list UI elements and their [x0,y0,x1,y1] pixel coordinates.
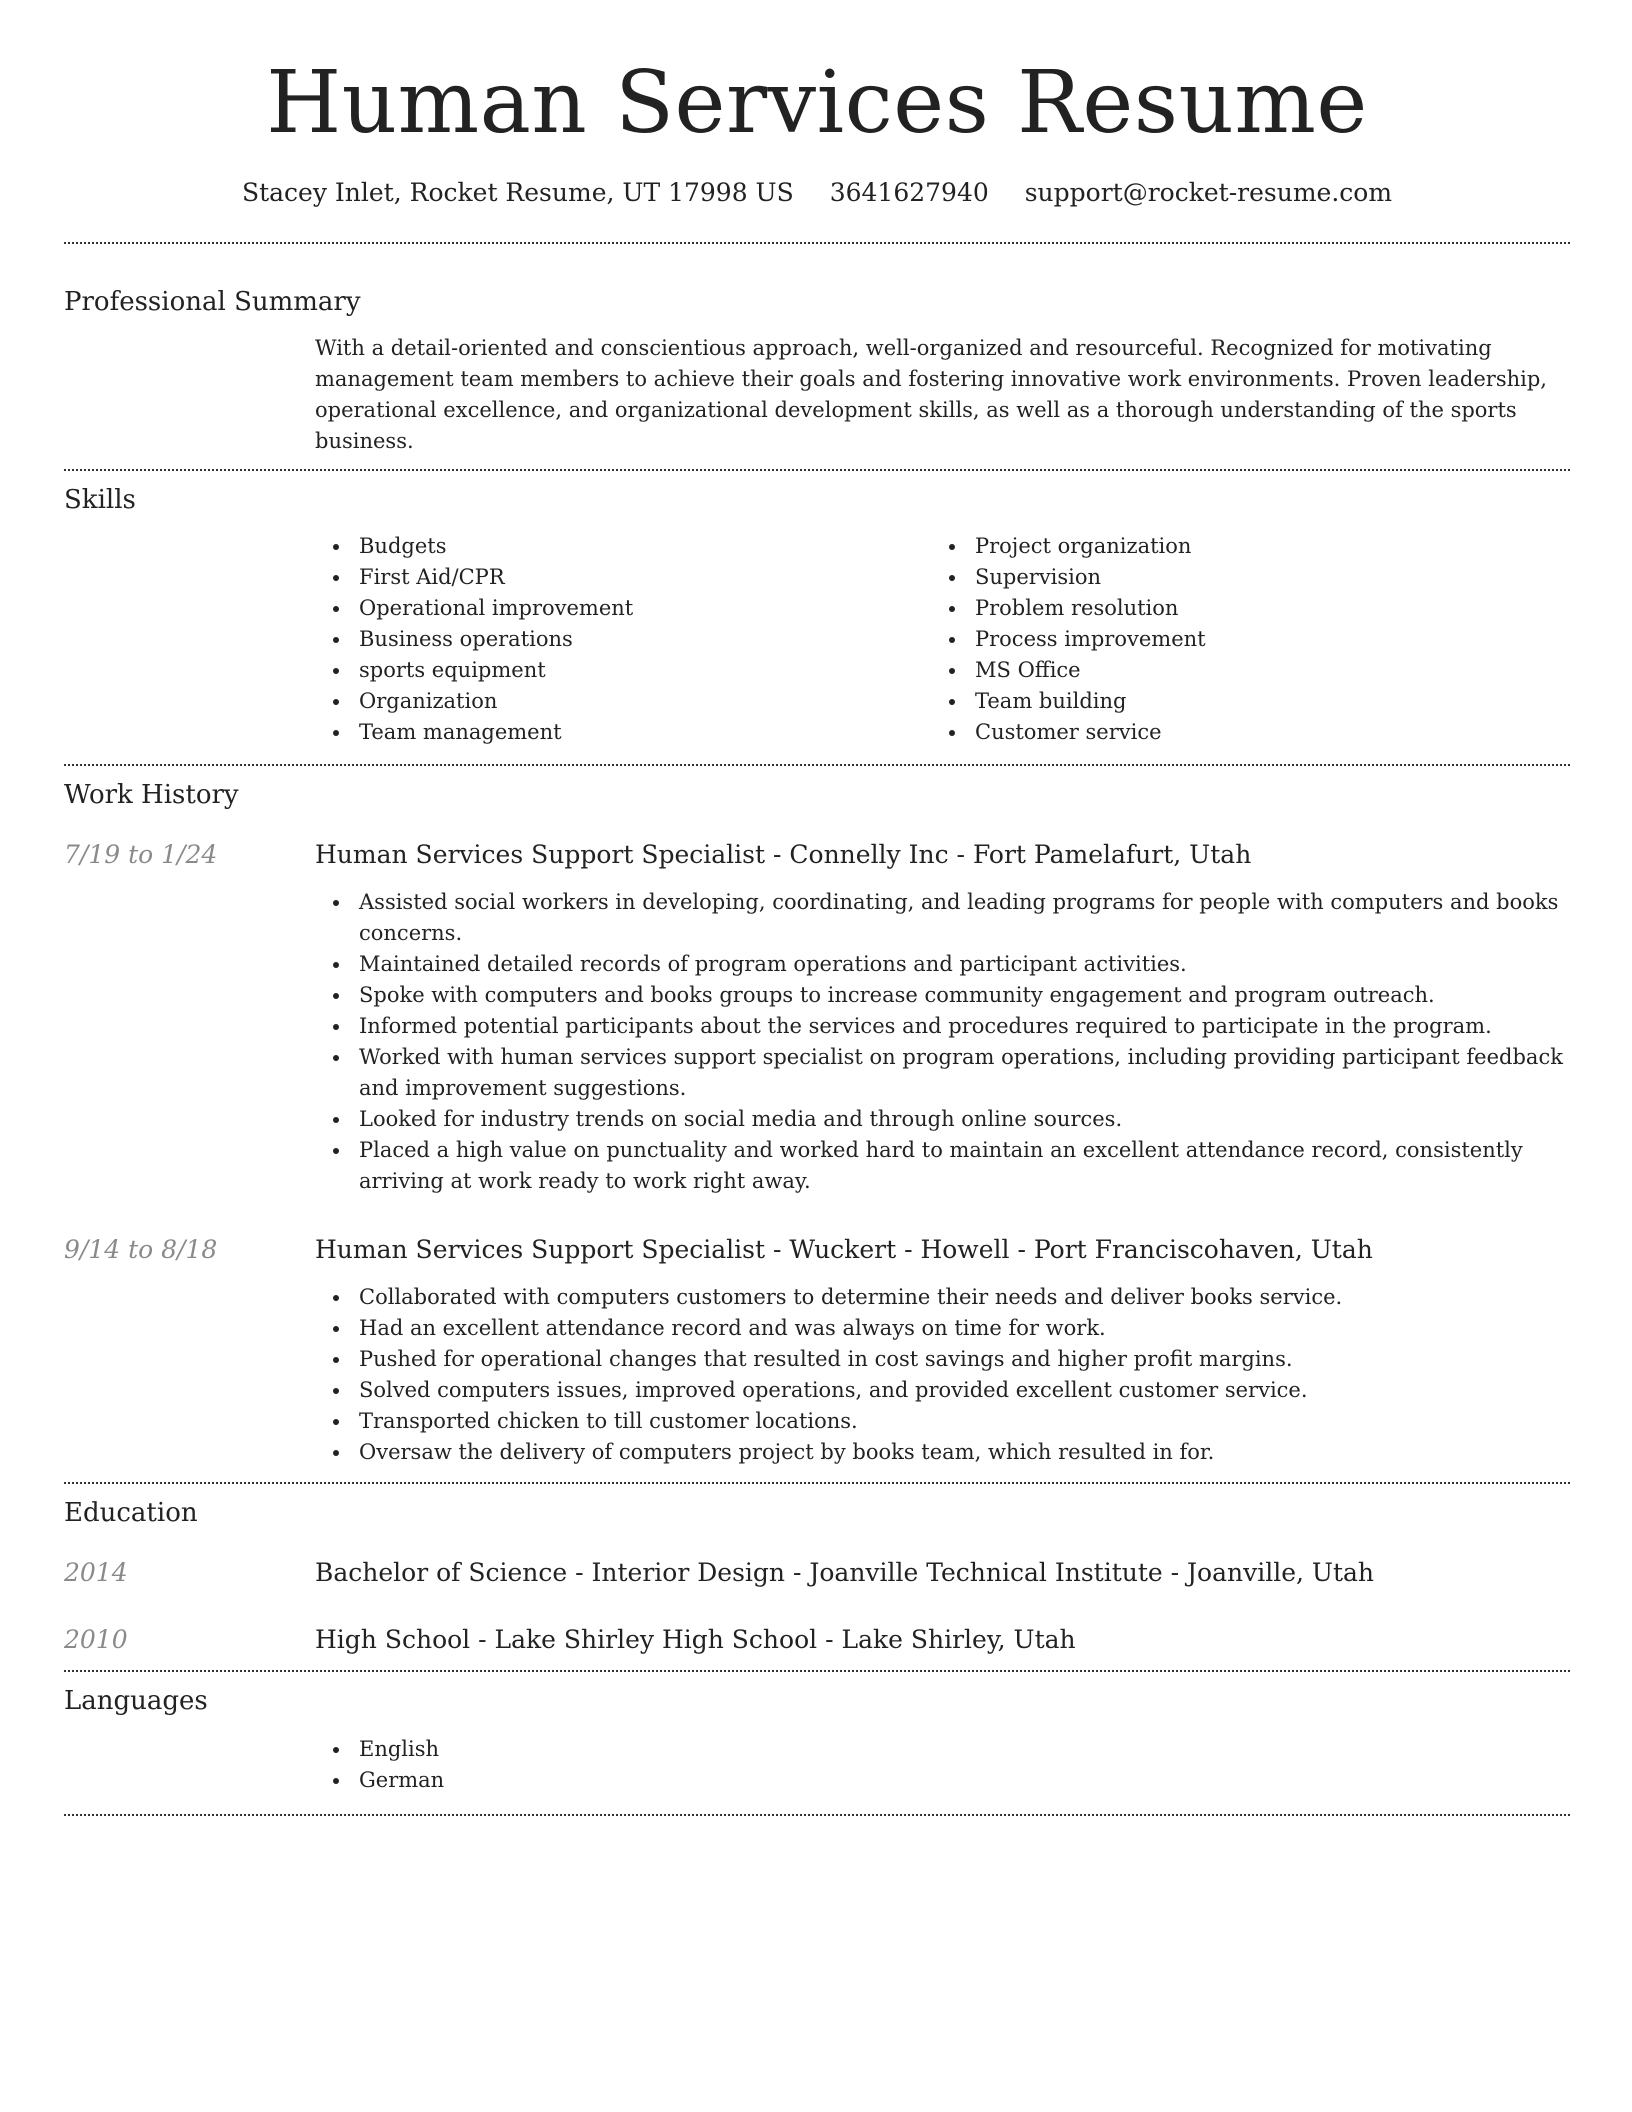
list-item: Business operations [315,624,931,655]
education-entry [64,1627,1570,1652]
list-item: Spoke with computers and books groups to increase community engagement and program outreach. [315,980,1570,1011]
list-item: Budgets [315,531,931,562]
divider [64,1482,1570,1484]
section-title: Professional Summary [64,287,361,317]
section-title: Work History [64,780,239,810]
list-item: Informed potential participants about the services and procedures required to participate in the program. [315,1011,1570,1042]
contact-address: Stacey Inlet, Rocket Resume, UT 17998 US [241,178,794,207]
list-item: Maintained detailed records of program operations and participant activities. [315,949,1570,980]
job-dates: 7/19 to 1/24 [64,840,218,869]
job-heading: Human Services Support Specialist - Connelly Inc - Fort Pamelafurt, Utah [315,840,1252,869]
resume-title: Human Services Resume [266,53,1368,153]
education-section [64,1500,1570,1652]
list-item: Collaborated with computers customers to determine their needs and deliver books service. [315,1282,1570,1313]
list-item: Operational improvement [315,593,931,624]
list-item: English [315,1734,1570,1765]
list-item: German [315,1765,1570,1796]
education-entry [64,1560,1570,1585]
skills-list-right [931,531,1547,748]
contact-phone: 3641627940 [829,178,989,207]
list-item: Placed a high value on punctuality and worked hard to maintain an excellent attendance record, consistently arriving at work ready to work right away. [315,1135,1570,1197]
contact-line [64,178,1570,207]
list-item: Assisted social workers in developing, coordinating, and leading programs for people with computers and books concerns. [315,887,1570,949]
list-item: Looked for industry trends on social media and through online sources. [315,1104,1570,1135]
education-heading: Bachelor of Science - Interior Design - Joanville Technical Institute - Joanville, Utah [315,1558,1375,1587]
list-item: Customer service [931,717,1547,748]
job-heading: Human Services Support Specialist - Wuckert - Howell - Port Franciscohaven, Utah [315,1235,1373,1264]
list-item: Had an excellent attendance record and was always on time for work. [315,1313,1570,1344]
summary-section [64,289,1570,457]
list-item: MS Office [931,655,1547,686]
list-item: Solved computers issues, improved operations, and provided excellent customer service. [315,1375,1570,1406]
list-item: Project organization [931,531,1547,562]
job-bullets [315,887,1570,1197]
section-title: Languages [64,1686,208,1716]
list-item: First Aid/CPR [315,562,931,593]
skills-list-left [315,531,931,748]
job-entry [64,842,1570,1197]
list-item: Worked with human services support specialist on program operations, including providing participant feedback and improvement suggestions. [315,1042,1570,1104]
education-heading: High School - Lake Shirley High School - Lake Shirley, Utah [315,1625,1076,1654]
divider [64,1814,1570,1816]
education-year: 2010 [64,1625,128,1654]
skills-section [64,487,1570,748]
summary-text: With a detail-oriented and conscientious approach, well-organized and resourceful. Recognized for motivating management team members to achieve their goals and fostering innovative work environments. Proven leadership, operational excellence, and organizational development skills, as well as a thorough understanding of the sports business. [315,336,1547,453]
divider [64,469,1570,471]
divider [64,764,1570,766]
job-entry [64,1237,1570,1468]
resume-page [64,0,1570,1816]
work-section [64,782,1570,1468]
education-year: 2014 [64,1558,128,1587]
list-item: Team management [315,717,931,748]
job-bullets [315,1282,1570,1468]
section-title: Education [64,1498,198,1528]
list-item: Organization [315,686,931,717]
list-item: Oversaw the delivery of computers project by books team, which resulted in for. [315,1437,1570,1468]
divider [64,1670,1570,1672]
list-item: Pushed for operational changes that resulted in cost savings and higher profit margins. [315,1344,1570,1375]
list-item: Transported chicken to till customer locations. [315,1406,1570,1437]
contact-email: support@rocket-resume.com [1024,178,1393,207]
divider [64,242,1570,244]
list-item: Supervision [931,562,1547,593]
job-dates: 9/14 to 8/18 [64,1235,218,1264]
list-item: Process improvement [931,624,1547,655]
list-item: Problem resolution [931,593,1547,624]
languages-list [315,1734,1570,1796]
languages-section [64,1688,1570,1796]
section-title: Skills [64,485,136,515]
list-item: sports equipment [315,655,931,686]
list-item: Team building [931,686,1547,717]
